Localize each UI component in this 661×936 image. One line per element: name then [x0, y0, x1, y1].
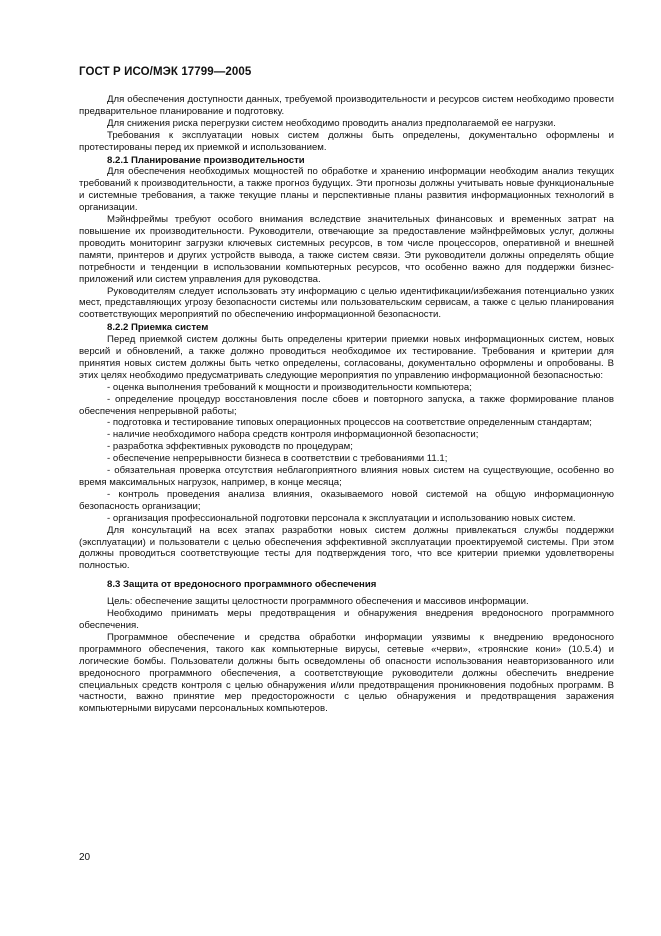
paragraph: Для снижения риска перегрузки систем необходимо проводить анализ предполагаемой ее нагрузки.	[107, 117, 556, 129]
paragraph: Цель: обеспечение защиты целостности программного обеспечения и массивов информации.	[107, 596, 529, 608]
list-item: - контроль проведения анализа влияния, оказываемого новой системой на общую информационную безопасность организации;	[79, 488, 614, 512]
section-heading-8-3: 8.3 Защита от вредоносного программного обеспечения	[107, 579, 377, 591]
list-item: - организация профессиональной подготовки персонала к эксплуатации и использованию новых систем.	[107, 512, 576, 524]
paragraph: Перед приемкой систем должны быть определены критерии приемки новых информационных систем, новых версий и обновлений, а также должно проводиться необходимое их тестирование. Требования и критерии для принятия новых систем должны быть четко определены, согласованы, документально оформлены и опробованы. В этих целях необходимо предусматривать следующие мероприятия по управлению информационной безопасностью:	[79, 334, 614, 381]
paragraph: Требования к эксплуатации новых систем должны быть определены, документально оформлены и протестированы перед их приемкой и использованием.	[79, 129, 614, 153]
section-heading-8-2-2: 8.2.2 Приемка систем	[107, 322, 209, 334]
paragraph: Для обеспечения доступности данных, требуемой производительности и ресурсов систем необходимо провести предварительное планирование и подготовку.	[79, 94, 614, 117]
list-item: - подготовка и тестирование типовых операционных процессов на соответствие определенным стандартам;	[107, 417, 592, 429]
paragraph: Программное обеспечение и средства обработки информации уязвимы к внедрению вредоносного программного обеспечения, такого как компьютерные вирусы, сетевые «черви», «троянские кони» (10.5.4) и логические бомбы. Пользователи должны быть осведомлены об опасности использования неавторизованного или вредоносного программного обеспечения, а соответствующие руководители должны обеспечить внедрение специальных средств контроля с целью обнаружения и/или предотвращения проникновения подобных программ. В частности, важно принятие мер предосторожности с целью обнаружения и предотвращения заражения компьютерными вирусами персональных компьютеров.	[79, 631, 614, 715]
list-item: - разработка эффективных руководств по процедурам;	[107, 441, 353, 453]
paragraph: Мэйнфреймы требуют особого внимания вследствие значительных финансовых и временных затрат на повышение их производительности. Руководители, отвечающие за предоставление мэйнфреймовых услуг, должны проводить мониторинг загрузки ключевых системных ресурсов, в том числе процессоров, оперативной и внешней памяти, принтеров и других устройств вывода, а также систем связи. Эти руководители должны определять общие потребности и тенденции в использовании компьютерных ресурсов, что особенно важно для поддержки бизнес-приложений или систем управления для руководства.	[79, 214, 614, 285]
paragraph: Необходимо принимать меры предотвращения и обнаружения внедрения вредоносного программного обеспечения.	[79, 608, 614, 631]
document-body	[79, 94, 614, 715]
paragraph: Для обеспечения необходимых мощностей по обработке и хранению информации необходим анализ текущих требований к производительности, а также прогноз будущих. Эти прогнозы должны учитывать новые функциональные и системные требования, а также текущие планы и перспективные планы развития информационных технологий в организации.	[79, 166, 614, 214]
list-item: - оценка выполнения требований к мощности и производительности компьютера;	[107, 381, 472, 393]
paragraph: Для консультаций на всех этапах разработки новых систем должны привлекаться службы поддержки (эксплуатации) и пользователи с целью обеспечения эффективной эксплуатации проектируемой системы. При этом должны проводиться соответствующие тесты для подтверждения того, что все критерии приемки удовлетворены полностью.	[79, 524, 614, 572]
list-item: - определение процедур восстановления после сбоев и повторного запуска, а также формирование планов обеспечения непрерывной работы;	[79, 393, 614, 417]
list-item: - наличие необходимого набора средств контроля информационной безопасности;	[107, 429, 479, 441]
paragraph: Руководителям следует использовать эту информацию с целью идентификации/избежания потенциально узких мест, представляющих угрозу безопасности системы или пользовательским сервисам, а также с целью планирования соответствующих мероприятий по обеспечению информационной безопасности.	[79, 285, 614, 321]
list-item: - обязательная проверка отсутствия неблагоприятного влияния новых систем на существующие, особенно во время максимальных нагрузок, например, в конце месяца;	[79, 465, 614, 488]
section-heading-8-2-1: 8.2.1 Планирование производительности	[107, 154, 305, 166]
page-number: 20	[79, 852, 91, 863]
list-item: - обеспечение непрерывности бизнеса в соответствии с требованиями 11.1;	[107, 453, 448, 465]
page-header: ГОСТ Р ИСО/МЭК 17799—2005	[79, 66, 252, 78]
